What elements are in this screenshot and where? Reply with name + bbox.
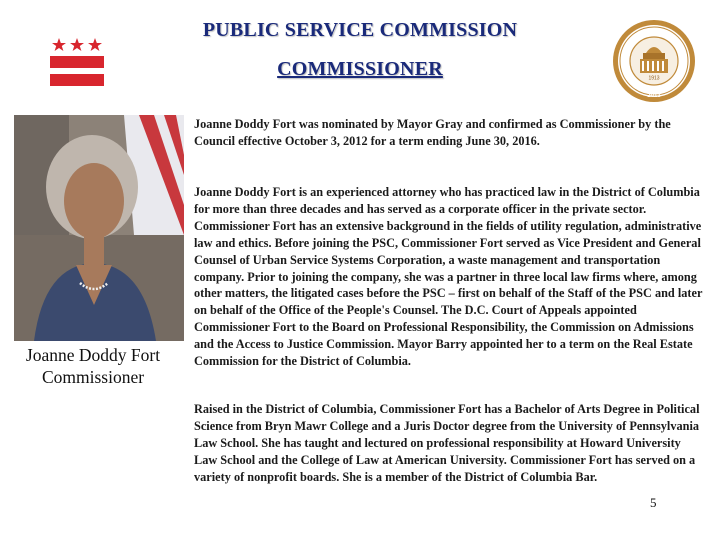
psc-seal-icon: [612, 19, 696, 103]
title-line-2: COMMISSIONER: [277, 58, 443, 80]
dc-flag-icon: [50, 34, 104, 90]
bio-paragraph-1: Joanne Doddy Fort was nominated by Mayor Gray and confirmed as Commissioner by the Council effective October 3, 2012 for a term ending June 30, 2016.: [194, 117, 671, 148]
title-line-1: PUBLIC SERVICE COMMISSION: [202, 19, 518, 41]
seal-year-top: 1913: [648, 75, 660, 82]
commissioner-name: Joanne Doddy Fort: [25, 345, 161, 365]
seal-year-bottom: 2013: [647, 93, 661, 99]
commissioner-photo: [14, 115, 184, 341]
commissioner-role: Commissioner: [41, 367, 145, 387]
bio-paragraph-2: Joanne Doddy Fort is an experienced attorney who has practiced law in the District of Columbia for more than three decades and has served as a corporate officer in the private sector. Commissioner Fort has an extensive background in the fields of utility regulation, administrative law and ethics. Before joining the PSC, Commissioner Fort served as Vice President and General Counsel of Urban Service Systems Corporation, a waste management and transportation company. Prior to joining the company, she was a partner in three local law firms where, among other matters, the litigated cases before the PSC – first on behalf of the Staff of the PSC and later on behalf of the Office of the People's Counsel. The D.C. Court of Appeals appointed Commissioner Fort to the Board on Professional Responsibility, the Commission on Admissions and the Access to Justice Commission. Mayor Barry appointed her to a term on the Real Estate Commission for the District of Columbia.: [194, 185, 703, 369]
page-number: 5: [650, 495, 657, 510]
bio-paragraph-3: Raised in the District of Columbia, Commissioner Fort has a Bachelor of Arts Degree in Political Science from Bryn Mawr College and a Juris Doctor degree from the University of Pennsylvania Law School. She has taught and lectured on professional responsibility at Howard University Law School and the College of Law at American University. Commissioner Fort has served on a variety of nonprofit boards. She is a member of the District of Columbia Bar.: [194, 402, 700, 484]
